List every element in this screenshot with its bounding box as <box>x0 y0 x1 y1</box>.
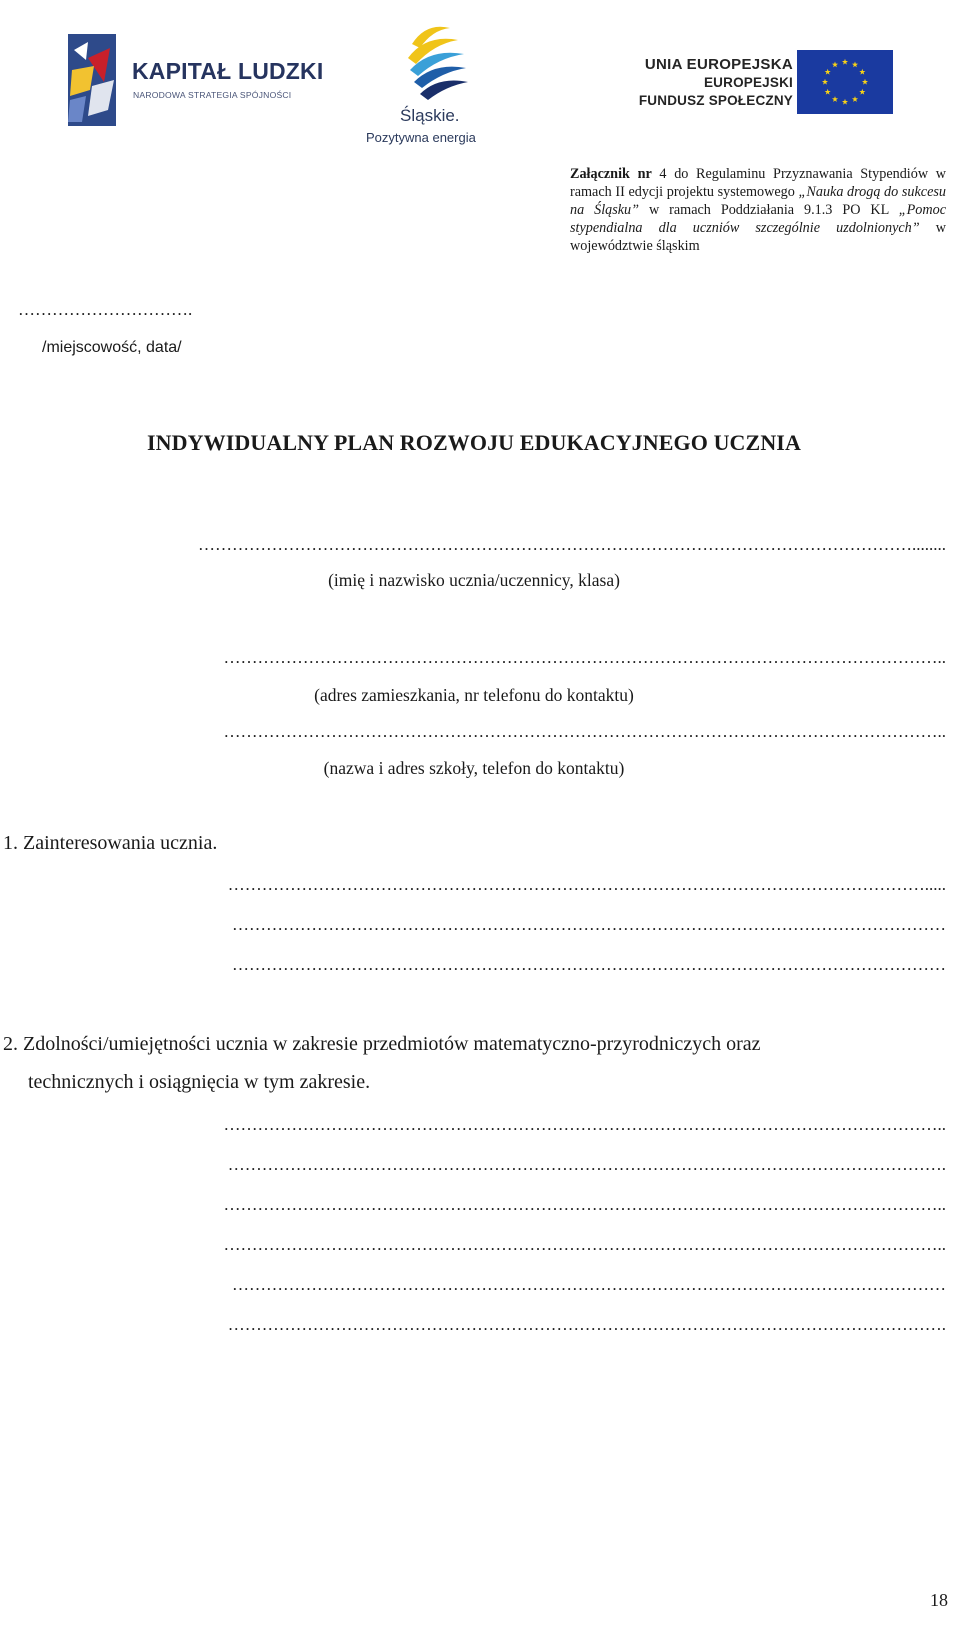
section-1-line: ……………………………………………………………………………………………………………..... <box>227 875 946 894</box>
section-2-heading-line-2: technicznych i osiągnięcia w tym zakresie. <box>28 1071 371 1093</box>
place-date-label: /miejscowość, data/ <box>42 339 182 356</box>
student-name-label: (imię i nazwisko ucznia/uczennicy, klasa) <box>328 570 620 590</box>
section-2-line: ……………………………………………………………………………………………………………….. <box>223 1115 946 1134</box>
annex-note <box>570 165 946 255</box>
eu-fund-line1: EUROPEJSKI <box>703 75 793 90</box>
annex-project-name: „Nauka drogą do sukcesu na Śląsku” <box>570 184 946 218</box>
eu-flag-icon <box>797 50 893 114</box>
section-1-line: ……………………………………………………………………………………………………………… <box>232 915 946 934</box>
address-label: (adres zamieszkania, nr telefonu do kontaktu) <box>314 685 634 705</box>
kapital-ludzki-logo <box>58 24 324 134</box>
kapital-ludzki-subtitle: NARODOWA STRATEGIA SPÓJNOŚCI <box>133 90 292 100</box>
section-1-heading: 1. Zainteresowania ucznia. <box>3 832 218 854</box>
school-label: (nazwa i adres szkoły, telefon do kontaktu) <box>323 758 625 778</box>
document-title: INDYWIDUALNY PLAN ROZWOJU EDUKACYJNEGO UCZNIA <box>147 430 801 455</box>
section-2-line: ……………………………………………………………………………………………………………….. <box>223 1195 946 1214</box>
section-2-line: ………………………………………………………………………………………………………………. <box>227 1315 946 1334</box>
annex-label: Załącznik nr <box>570 166 652 182</box>
section-2-line: ……………………………………………………………………………………………………………… <box>232 1275 946 1294</box>
section-1-line: ……………………………………………………………………………………………………………… <box>232 955 946 974</box>
eu-social-fund-logo <box>615 26 905 136</box>
section-2-line: ………………………………………………………………………………………………………………. <box>227 1155 946 1174</box>
address-line: ……………………………………………………………………………………………………………….. <box>223 648 946 667</box>
eu-fund-line2: FUNDUSZ SPOŁECZNY <box>638 93 793 108</box>
section-2-heading <box>3 1025 945 1101</box>
slaskie-subtitle: Pozytywna energia <box>366 130 476 145</box>
student-name-line: ………………………………………………………………………………………………………………........ <box>198 535 946 554</box>
annex-program-name: „Pomoc stypendialna dla uczniów szczególnie uzdolnionych” <box>570 202 946 236</box>
annex-text-3: w województwie śląskim <box>570 220 946 254</box>
school-line: ……………………………………………………………………………………………………………….. <box>223 722 946 741</box>
page-number: 18 <box>930 1590 948 1610</box>
kapital-ludzki-emblem-icon <box>64 30 120 130</box>
slaskie-title: Śląskie. <box>400 106 460 125</box>
slaskie-logo <box>366 14 510 145</box>
eu-title: UNIA EUROPEJSKA <box>644 56 793 73</box>
place-date-line: …………………………. <box>18 300 193 319</box>
kapital-ludzki-title: KAPITAŁ LUDZKI <box>132 58 324 84</box>
section-2-line: ……………………………………………………………………………………………………………….. <box>223 1235 946 1254</box>
annex-text-2: w ramach Poddziałania 9.1.3 PO KL <box>639 202 899 218</box>
section-2-heading-line-1: 2. Zdolności/umiejętności ucznia w zakresie przedmiotów matematyczno-przyrodniczych oraz <box>3 1033 761 1055</box>
annex-text-1: 4 do Regulaminu Przyznawania Stypendiów w ramach II edycji projektu systemowego <box>570 166 946 200</box>
slaskie-waves-icon <box>392 14 476 104</box>
